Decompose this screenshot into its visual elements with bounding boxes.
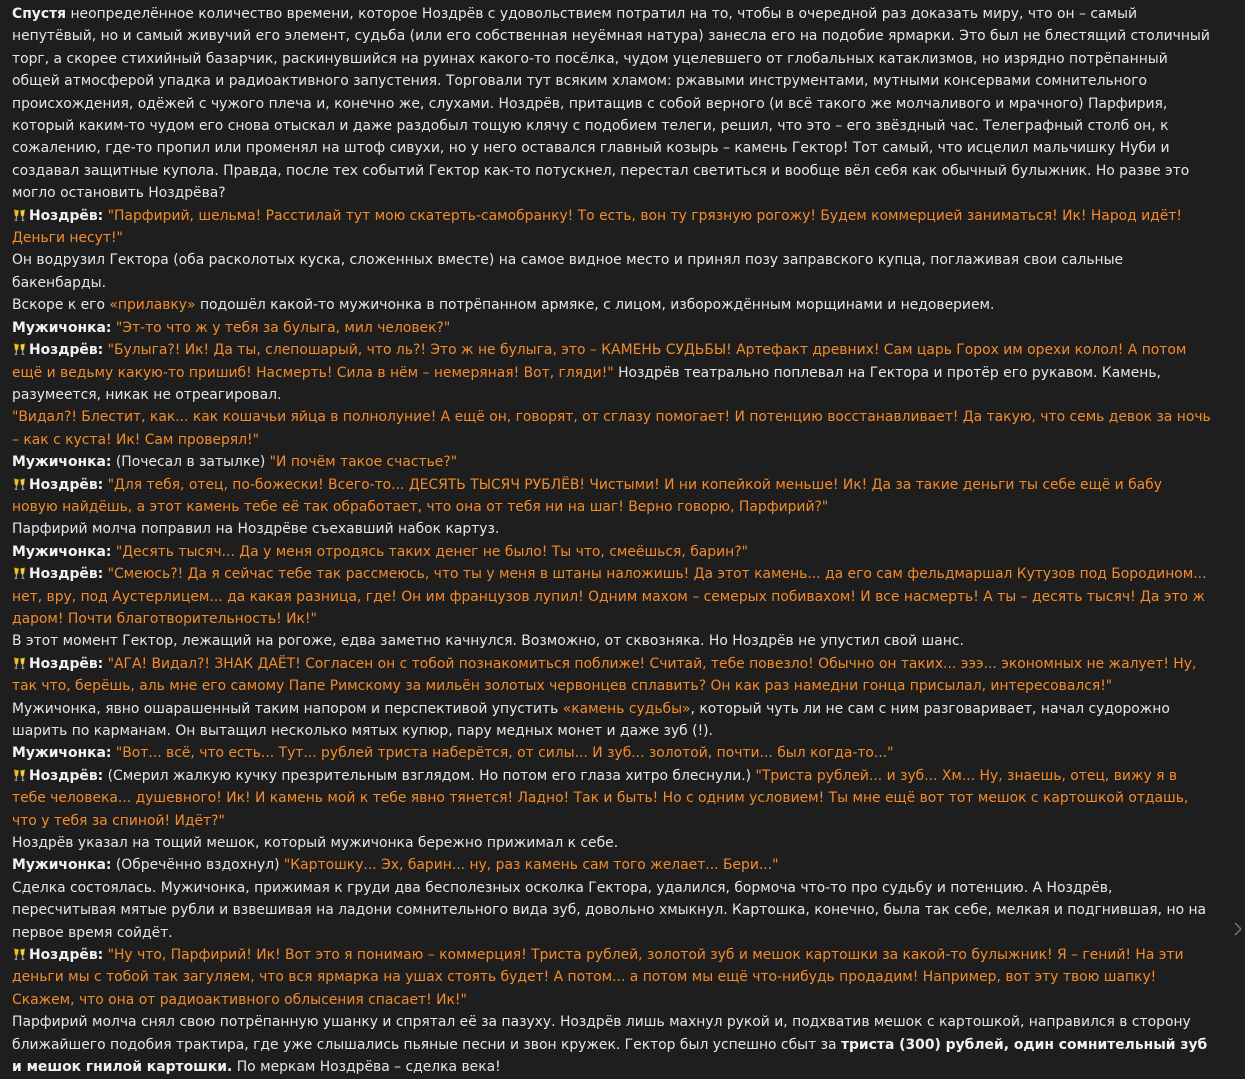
dialogue-quote: "Триста рублей... и зуб... Хм... Ну, знаешь, отец, вижу я в тебе человека... душевного! Ик! И камень мой к тебе явно тянется! Ладно! Так и быть! Но с одним условием! Ты мне ещё вот тот мешок с картошкой отдашь, что у тебя за спиной! Идёт?" bbox=[12, 768, 1188, 829]
narration-text: подошёл какой-то мужичонка в потрёпанном армяке, с лицом, изборождённым морщинами и недоверием. bbox=[196, 297, 995, 313]
scrollbar[interactable] bbox=[1236, 0, 1245, 951]
story-paragraph bbox=[12, 406, 1212, 451]
story-paragraph bbox=[12, 698, 1212, 743]
story-paragraph bbox=[12, 294, 1212, 316]
dialogue-quote: "Эт-то что ж у тебя за булыга, мил человек?" bbox=[116, 320, 450, 336]
story-paragraph bbox=[12, 474, 1212, 519]
dialogue-quote: "Видал?! Блестит, как... как кошачьи яйца в полнолуние! А ещё он, говорят, от сглазу помогает! И потенцию восстанавливает! Да такую, что семь девок за ночь – как с куста! Ик! Сам проверял!" bbox=[12, 409, 1211, 447]
dialogue-quote: "Смеюсь?! Да я сейчас тебе так рассмеюсь, что ты у меня в штаны наложишь! Да этот камень... да его сам фельдмаршал Кутузов под Бородином... нет, вру, под Аустерлицем... да какая разница, где! Он им французов лупил! Одним махом – семерых побивахом! И все насмерть! А ты – десять тысяч! Да это ж даром! Почти благотворительность! Ик!" bbox=[12, 566, 1207, 627]
clinking-glasses-icon bbox=[12, 767, 27, 781]
story-paragraph bbox=[12, 944, 1212, 1011]
narration-text: Ноздрёв указал на тощий мешок, который мужичонка бережно прижимал к себе. bbox=[12, 835, 618, 851]
story-paragraph bbox=[12, 742, 1212, 764]
dialogue-quote: "Картошку... Эх, барин... ну, раз камень сам того желает... Бери..." bbox=[284, 857, 779, 873]
bold-text: Спустя bbox=[12, 6, 66, 22]
story-paragraph bbox=[12, 877, 1212, 944]
dialogue-quote: "Ну что, Парфирий! Ик! Вот это я понимаю – коммерция! Триста рублей, золотой зуб и мешок картошки за какой-то булыжник! Я – гений! На эти деньги мы с тобой так загуляем, что вся ярмарка на ушах стоять будет! А потом... а потом мы ещё что-нибудь продадим! Например, вот эту твою шапку! Скажем, что она от радиоактивного облысения спасает! Ик!" bbox=[12, 947, 1184, 1008]
bold-text: Мужичонка: bbox=[12, 320, 111, 336]
story-paragraph bbox=[12, 653, 1212, 698]
story-paragraph bbox=[12, 249, 1212, 294]
bold-text: Ноздрёв: bbox=[29, 566, 103, 582]
story-paragraph bbox=[12, 3, 1212, 205]
story-paragraph bbox=[12, 317, 1212, 339]
clinking-glasses-icon bbox=[12, 341, 27, 355]
narration-text: неопределённое количество времени, которое Ноздрёв с удовольствием потратил на то, чтобы в очередной раз доказать миру, что он – самый непутёвый, но и самый живучий его элемент, судьба (или его собственная неуёмная натура) занесла его на подобие ярмарки. Это был не блестящий столичный торг, а скорее стихийный базарчик, раскинувшийся на руинах какого-то посёлка, чудом уцелевшего от глобальных катаклизмов, но изрядно потрёпанный общей атмосферой упадка и радиоактивного запустения. Торговали тут всяким хламом: ржавыми инструментами, мутными консервами сомнительного происхождения, одёжей с чужого плеча и, конечно же, слухами. Ноздрёв, притащив с собой верного (и всё такого же молчаливого и мрачного) Парфирия, который каким-то чудом его снова отыскал и даже раздобыл тощую клячу с подобием телеги, решил, что это – его звёздный час. Телеграфный столб он, к сожалению, где-то пропил или променял на штоф сивухи, но у него оставался главный козырь – камень Гектор! Тот самый, что исцелил мальчишку Нуби и создавал защитные купола. Правда, после тех событий Гектор как-то потускнел, перестал светиться и вообще вёл себя как обычный булыжник. Но разве это могло остановить Ноздрёва? bbox=[12, 6, 1210, 201]
dialogue-quote: "Парфирий, шельма! Расстилай тут мою скатерть-самобранку! То есть, вон ту грязную рогожу! Будем коммерцией заниматься! Ик! Народ идёт! Деньги несут!" bbox=[12, 208, 1182, 246]
resize-grip-icon[interactable] bbox=[1233, 919, 1243, 949]
highlighted-term: «прилавку» bbox=[109, 297, 195, 313]
bold-text: Ноздрёв: bbox=[29, 656, 103, 672]
story-paragraph bbox=[12, 451, 1212, 473]
narration-text: В этот момент Гектор, лежащий на рогоже, едва заметно качнулся. Возможно, от сквозняка. Но Ноздрёв не упустил свой шанс. bbox=[12, 633, 964, 649]
story-paragraph bbox=[12, 339, 1212, 406]
narration-text: Ноздрёв театрально поплевал на Гектора и протёр его рукавом. Камень, разумеется, никак не отреагировал. bbox=[12, 365, 1161, 403]
bold-text: Мужичонка: bbox=[12, 745, 111, 761]
narration-text: Сделка состоялась. Мужичонка, прижимая к груди два бесполезных осколка Гектора, удалился, бормоча что-то про судьбу и потенцию. А Ноздрёв, пересчитывая мятые рубли и взвешивая на ладони сомнительного вида зуб, довольно хмыкнул. Картошка, конечно, была так себе, мелкая и подгнившая, но на первое время сойдёт. bbox=[12, 880, 1206, 941]
bold-text: Ноздрёв: bbox=[29, 208, 103, 224]
narration-text: Он водрузил Гектора (оба расколотых куска, сложенных вместе) на самое видное место и принял позу заправского купца, поглаживая свои сальные бакенбарды. bbox=[12, 252, 1123, 290]
bold-text: Мужичонка: bbox=[12, 857, 111, 873]
dialogue-quote: "Для тебя, отец, по-божески! Всего-то... ДЕСЯТЬ ТЫСЯЧ РУБЛЁВ! Чистыми! И ни копейкой меньше! Ик! Да за такие деньги ты себе ещё и бабу новую найдёшь, а этот камень тебе её так обработает, что она от тебя ни на шаг! Верно говорю, Парфирий?" bbox=[12, 477, 1162, 515]
narration-text: (Обречённо вздохнул) bbox=[111, 857, 283, 873]
story-text bbox=[12, 3, 1212, 1079]
clinking-glasses-icon bbox=[12, 207, 27, 221]
story-paragraph bbox=[12, 765, 1212, 832]
dialogue-quote: "Вот... всё, что есть... Тут... рублей триста наберётся, от силы... И зуб... золотой, почти... был когда-то..." bbox=[116, 745, 894, 761]
story-paragraph bbox=[12, 518, 1212, 540]
story-paragraph bbox=[12, 563, 1212, 630]
story-paragraph bbox=[12, 854, 1212, 876]
story-paragraph bbox=[12, 1011, 1212, 1078]
narration-text: (Почесал в затылке) bbox=[111, 454, 269, 470]
clinking-glasses-icon bbox=[12, 946, 27, 960]
bold-text: Мужичонка: bbox=[12, 544, 111, 560]
narration-text: , который чуть ли не сам с ним разговаривает, начал судорожно шарить по карманам. Он вытащил несколько мятых купюр, пару медных монет и даже зуб (!). bbox=[12, 701, 1170, 739]
dialogue-quote: "АГА! Видал?! ЗНАК ДАЁТ! Согласен он с тобой познакомиться поближе! Считай, тебе повезло! Обычно он таких... эээ... экономных не жалует! Ну, так что, берёшь, аль мне его самому Папе Римскому за мильён золотых червонцев сплавить? Он как раз намедни гонца присылал, интересовался!" bbox=[12, 656, 1196, 694]
dialogue-quote: "И почём такое счастье?" bbox=[270, 454, 457, 470]
bold-text: Ноздрёв: bbox=[29, 477, 103, 493]
bold-text: Мужичонка: bbox=[12, 454, 111, 470]
bold-text: Ноздрёв: bbox=[29, 768, 103, 784]
highlighted-term: «камень судьбы» bbox=[563, 701, 691, 717]
story-paragraph bbox=[12, 832, 1212, 854]
narration-text: Вскоре к его bbox=[12, 297, 109, 313]
narration-text: Парфирий молча снял свою потрёпанную ушанку и спрятал её за пазуху. Ноздрёв лишь махнул рукой и, подхватив мешок с картошкой, направился в сторону ближайшего подобия трактира, где уже слышались пьяные песни и звон кружек. Гектор был успешно сбыт за bbox=[12, 1014, 1191, 1052]
story-paragraph bbox=[12, 630, 1212, 652]
bold-text: Ноздрёв: bbox=[29, 342, 103, 358]
clinking-glasses-icon bbox=[12, 565, 27, 579]
bold-text: триста (300) рублей, один сомнительный зуб и мешок гнилой картошки. bbox=[12, 1037, 1207, 1075]
narration-text: Парфирий молча поправил на Ноздрёве съехавший набок картуз. bbox=[12, 521, 499, 537]
clinking-glasses-icon bbox=[12, 655, 27, 669]
narration-text: По меркам Ноздрёва – сделка века! bbox=[232, 1059, 500, 1075]
narration-text: (Смерил жалкую кучку презрительным взглядом. Но потом его глаза хитро блеснули.) bbox=[103, 768, 755, 784]
dialogue-quote: "Десять тысяч... Да у меня отродясь таких денег не было! Ты что, смеёшься, барин?" bbox=[116, 544, 748, 560]
dialogue-quote: "Булыга?! Ик! Да ты, слепошарый, что ль?! Это ж не булыга, это – КАМЕНЬ СУДЬБЫ! Артефакт древних! Сам царь Горох им орехи колол! А потом ещё и ведьму какую-то пришиб! Насмерть! Сила в нём – немеряная! Вот, гляди!" bbox=[12, 342, 1186, 380]
story-paragraph bbox=[12, 541, 1212, 563]
narration-text: Мужичонка, явно ошарашенный таким напором и перспективой упустить bbox=[12, 701, 563, 717]
clinking-glasses-icon bbox=[12, 476, 27, 490]
story-paragraph bbox=[12, 205, 1212, 250]
bold-text: Ноздрёв: bbox=[29, 947, 103, 963]
